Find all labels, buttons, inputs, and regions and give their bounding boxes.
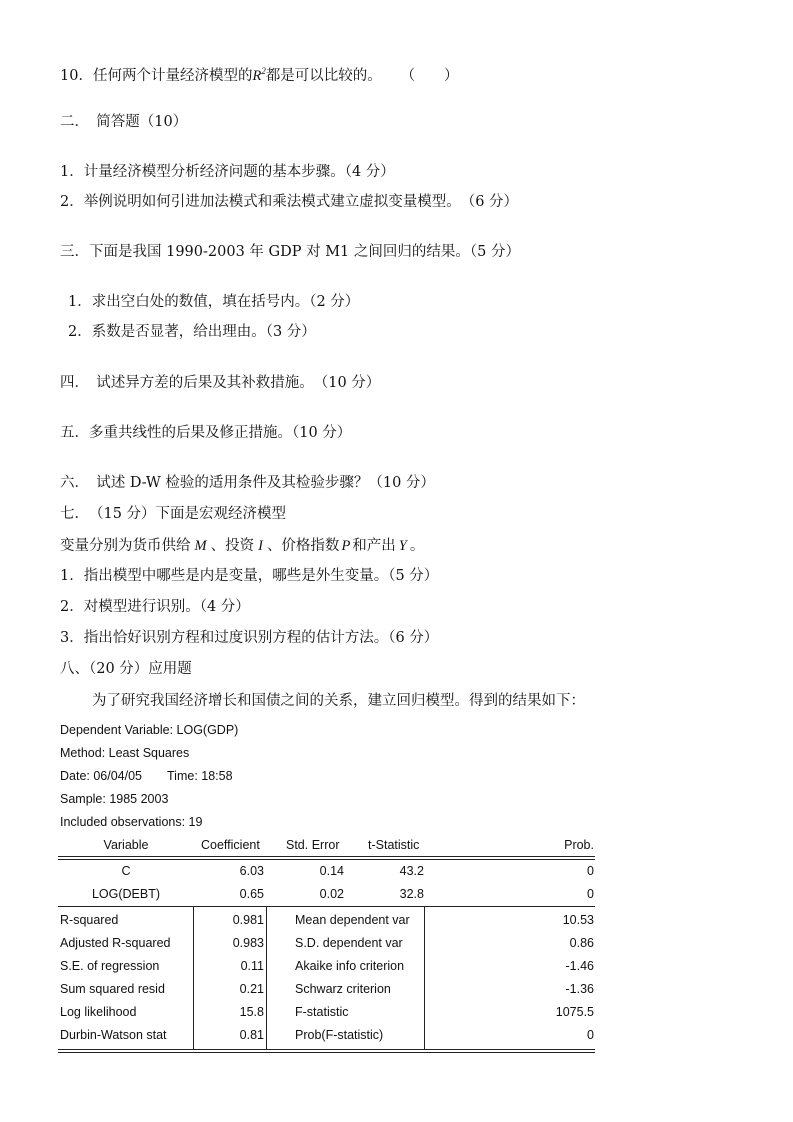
table-rule (58, 856, 595, 857)
question-text: 任何两个计量经济模型的 (92, 67, 253, 84)
table-rule (58, 859, 595, 860)
regression-header-line: Dependent Variable: LOG(GDP) (60, 723, 239, 737)
table-rule (58, 906, 595, 907)
section-7-variables: 变量分别为货币供给 M 、投资 I 、价格指数 P 和产出 Y 。 (60, 538, 425, 554)
var-y: Y (398, 538, 407, 554)
regression-header-line: Sample: 1985 2003 (60, 792, 169, 806)
question-number: 10． (60, 67, 93, 84)
column-header: Coefficient (201, 838, 260, 852)
question-text-end: 都是可以比较的。 (265, 67, 382, 84)
var-m: M (194, 538, 207, 554)
var-p: P (341, 538, 351, 554)
column-header: Prob. (564, 838, 594, 852)
r-squared-symbol: $R^2$ (252, 66, 266, 84)
table-column-rule (424, 906, 425, 1049)
regression-header-line: Date: 06/04/05 Time: 18:58 (60, 769, 233, 783)
section-7-item: 3．指出恰好识别方程和过度识别方程的估计方法。（6 分） (60, 630, 439, 646)
section-8-title: 八、（20 分）应用题 (60, 661, 192, 677)
table-column-rule (266, 906, 267, 1049)
section-8-intro: 为了研究我国经济增长和国债之间的关系，建立回归模型。得到的结果如下： (92, 693, 585, 709)
section-3-item: 2．系数是否显著，给出理由。（3 分） (68, 324, 316, 340)
column-header: Variable (103, 838, 149, 852)
question-10 (60, 61, 459, 86)
table-rule (58, 1052, 595, 1053)
column-header: Std. Error (286, 838, 340, 852)
var-i: I (258, 538, 263, 554)
regression-header-line: Included observations: 19 (60, 815, 203, 829)
section-2-item: 2．举例说明如何引进加法模式和乘法模式建立虚拟变量模型。 （6 分） (60, 194, 519, 210)
section-2-title: 二． 简答题（10） (60, 114, 188, 130)
section-5-title: 五．多重共线性的后果及修正措施。（10 分） (60, 425, 352, 441)
answer-blank: （ ） (407, 67, 459, 84)
table-rule (58, 1049, 595, 1050)
regression-header-line: Method: Least Squares (60, 746, 190, 760)
section-3-item: 1．求出空白处的数值，填在括号内。（2 分） (68, 294, 360, 310)
section-6-title: 六． 试述 D-W 检验的适用条件及其检验步骤？（10 分） (60, 475, 435, 491)
section-7-item: 1．指出模型中哪些是内是变量，哪些是外生变量。（5 分） (60, 568, 439, 584)
section-2-item: 1．计量经济模型分析经济问题的基本步骤。（4 分） (60, 164, 395, 180)
section-7-title: 七． （15 分）下面是宏观经济模型 (60, 506, 287, 522)
column-header: t-Statistic (368, 838, 420, 852)
table-column-rule (193, 906, 194, 1049)
section-4-title: 四． 试述异方差的后果及其补救措施。 （10 分） (60, 375, 381, 391)
section-7-item: 2．对模型进行识别。（4 分） (60, 599, 250, 615)
section-3-title: 三．下面是我国 1990-2003 年 GDP 对 M1 之间回归的结果。（5 分） (60, 244, 520, 260)
